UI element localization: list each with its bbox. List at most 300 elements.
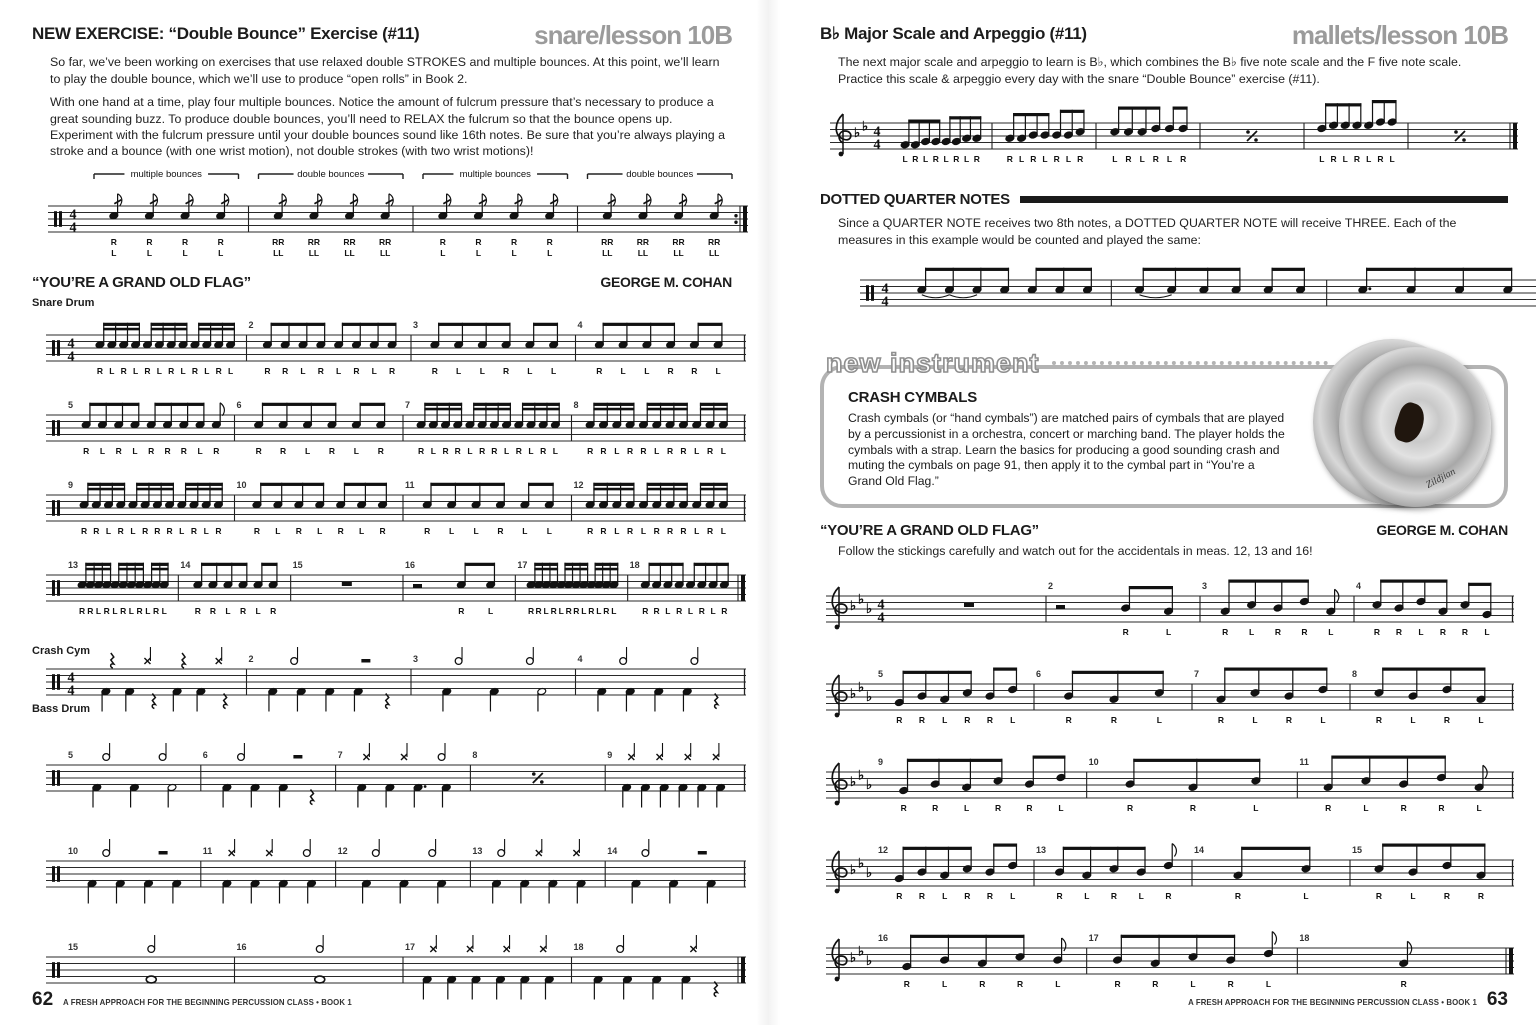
svg-text:R: R	[953, 154, 960, 165]
svg-text:R: R	[142, 525, 149, 536]
svg-text:♭: ♭	[866, 952, 873, 968]
composer: GEORGE M. COHAN	[1376, 522, 1508, 539]
svg-text:3: 3	[1202, 580, 1208, 591]
svg-text:♭: ♭	[858, 590, 865, 606]
svg-text:R: R	[270, 605, 277, 616]
svg-text:L: L	[1410, 890, 1416, 901]
svg-text:L: L	[336, 365, 342, 376]
page-number: 63	[1486, 989, 1508, 1010]
composer: GEORGE M. COHAN	[600, 273, 732, 290]
svg-text:R: R	[215, 525, 222, 536]
svg-text:L: L	[644, 365, 650, 376]
svg-text:R: R	[640, 445, 647, 456]
svg-text:R: R	[528, 605, 535, 616]
svg-text:♭: ♭	[858, 942, 865, 958]
svg-text:R: R	[676, 605, 683, 616]
svg-text:L: L	[1410, 714, 1416, 725]
svg-text:L: L	[430, 445, 436, 456]
svg-text:R: R	[1234, 890, 1242, 901]
svg-text:RR: RR	[379, 236, 392, 247]
svg-text:LL: LL	[602, 247, 613, 258]
svg-text:L: L	[694, 445, 700, 456]
svg-text:L: L	[1058, 802, 1064, 813]
svg-text:L: L	[146, 247, 153, 258]
svg-text:R: R	[680, 525, 687, 536]
svg-text:17: 17	[517, 559, 528, 570]
svg-text:RR: RR	[636, 236, 650, 247]
svg-text:L: L	[1320, 714, 1326, 725]
svg-text:15: 15	[1352, 844, 1363, 855]
svg-text:L: L	[620, 365, 626, 376]
svg-text:R: R	[1006, 154, 1013, 165]
svg-text:♭: ♭	[866, 776, 873, 792]
svg-text:L: L	[1253, 802, 1259, 813]
svg-text:L: L	[581, 605, 587, 616]
svg-text:4: 4	[67, 682, 75, 698]
svg-text:R: R	[136, 605, 143, 616]
svg-text:L: L	[1018, 154, 1025, 165]
svg-text:L: L	[1112, 154, 1118, 165]
svg-text:♭: ♭	[850, 685, 857, 701]
svg-text:6: 6	[202, 749, 208, 760]
svg-text:R: R	[120, 605, 127, 616]
svg-text:4: 4	[69, 219, 77, 235]
svg-text:R: R	[1330, 154, 1337, 165]
svg-text:14: 14	[180, 559, 191, 570]
svg-text:RR: RR	[307, 236, 321, 247]
svg-text:R: R	[1110, 890, 1118, 901]
svg-text:4: 4	[577, 319, 583, 330]
svg-text:17: 17	[405, 941, 416, 952]
svg-text:12: 12	[573, 479, 584, 490]
svg-text:R: R	[264, 365, 271, 376]
svg-text:L: L	[109, 365, 115, 376]
svg-text:8: 8	[472, 749, 478, 760]
svg-text:R: R	[497, 525, 504, 536]
svg-text:LL: LL	[673, 247, 684, 258]
svg-text:7: 7	[1194, 668, 1200, 679]
svg-text:L: L	[546, 525, 552, 536]
svg-text:R: R	[389, 365, 396, 376]
page-title: NEW EXERCISE: “Double Bounce” Exercise (#11)	[32, 24, 420, 43]
svg-text:L: L	[1248, 626, 1255, 637]
new-instrument-box	[820, 365, 1508, 508]
svg-text:L: L	[1303, 890, 1309, 901]
svg-text:♭: ♭	[850, 773, 857, 789]
svg-text:R: R	[479, 445, 486, 456]
page-title: B♭ Major Scale and Arpeggio (#11)	[820, 24, 1087, 43]
svg-text:R: R	[1122, 626, 1129, 637]
svg-text:L: L	[1156, 714, 1162, 725]
svg-text:R: R	[1053, 154, 1060, 165]
svg-text:R: R	[1065, 714, 1072, 725]
mallet-system-4	[826, 830, 1514, 918]
svg-text:4: 4	[881, 294, 889, 310]
svg-text:L: L	[596, 605, 602, 616]
svg-text:LL: LL	[637, 247, 649, 258]
svg-text:R: R	[1152, 154, 1159, 165]
book-title: A FRESH APPROACH FOR THE BEGINNING PERCUSSION CLASS • BOOK 1	[63, 997, 352, 1007]
svg-text:L: L	[225, 605, 231, 616]
svg-text:R: R	[1189, 802, 1197, 813]
footer-left	[32, 989, 377, 1011]
svg-text:R: R	[164, 445, 171, 456]
svg-text:7: 7	[337, 749, 343, 760]
svg-text:R: R	[190, 525, 198, 536]
svg-text:R: R	[1127, 802, 1134, 813]
svg-text:L: L	[371, 365, 377, 376]
svg-text:2: 2	[248, 653, 254, 664]
svg-text:R: R	[1016, 978, 1024, 989]
paragraph: Since a QUARTER NOTE receives two 8th notes, a DOTTED QUARTER NOTE will receive THREE. Each of the measures in this example would be counted and played the same:	[838, 216, 1457, 247]
footer-right	[1163, 989, 1508, 1011]
svg-text:R: R	[912, 154, 919, 165]
snare-system-3	[46, 469, 746, 549]
exercise-11-staff	[48, 166, 748, 270]
svg-text:L: L	[942, 714, 948, 725]
svg-text:L: L	[720, 445, 726, 456]
svg-text:R: R	[918, 890, 926, 901]
svg-text:R: R	[540, 445, 547, 456]
svg-text:R: R	[1285, 714, 1293, 725]
svg-text:R: R	[698, 605, 705, 616]
svg-text:R: R	[1165, 890, 1172, 901]
svg-text:R: R	[1301, 626, 1308, 637]
svg-text:16: 16	[405, 559, 416, 570]
svg-text:7: 7	[405, 399, 411, 410]
svg-text:R: R	[706, 445, 714, 456]
new-instrument-title: new instrument	[826, 347, 1040, 378]
svg-text:R: R	[213, 445, 220, 456]
paragraph: With one hand at a time, play four multiple bounces. Notice the amount of fulcrum pressure that’s necessary to produce a great sounding buzz. To produce double bounces, you’ll need to RELAX the fulcrum so that the bounce opens up. Experiment with the fulcrum pressure until your double bounces sound like 16th notes. Be sure that you’re always playing a stroke and a bounce (with one wrist motion), not double strokes (with two wrist motions)!	[50, 95, 725, 159]
snare-system-2	[46, 389, 746, 469]
svg-text:L: L	[1478, 714, 1484, 725]
svg-text:L: L	[503, 445, 510, 456]
svg-text:R: R	[152, 605, 160, 616]
svg-text:L: L	[275, 525, 281, 536]
svg-text:R: R	[120, 365, 127, 376]
svg-text:R: R	[1400, 978, 1407, 989]
svg-text:11: 11	[202, 845, 213, 856]
svg-text:R: R	[1180, 154, 1187, 165]
section-rule	[1020, 196, 1508, 203]
svg-text:8: 8	[573, 399, 579, 410]
svg-text:L: L	[1389, 154, 1395, 165]
svg-text:R: R	[1056, 890, 1063, 901]
svg-text:L: L	[552, 445, 558, 456]
svg-text:R: R	[666, 525, 674, 536]
svg-text:L: L	[317, 525, 323, 536]
svg-text:♭: ♭	[850, 949, 857, 965]
svg-text:R: R	[1026, 802, 1033, 813]
svg-text:5: 5	[68, 749, 74, 760]
svg-text:17: 17	[1088, 932, 1099, 943]
lesson-badge: mallets/lesson 10B	[1291, 20, 1508, 50]
svg-text:12: 12	[878, 844, 889, 855]
svg-text:L: L	[145, 605, 151, 616]
svg-text:R: R	[317, 365, 324, 376]
svg-text:R: R	[215, 365, 222, 376]
mallet-system-3	[826, 742, 1514, 830]
svg-text:RR: RR	[343, 236, 356, 247]
svg-text:R: R	[627, 445, 634, 456]
cymbal-brand-logo: Zildjian	[1424, 466, 1458, 491]
svg-text:R: R	[87, 605, 94, 616]
svg-text:RR: RR	[601, 236, 614, 247]
svg-text:9: 9	[607, 749, 613, 760]
svg-text:L: L	[105, 525, 112, 536]
svg-text:12: 12	[337, 845, 348, 856]
svg-text:R: R	[515, 445, 522, 456]
page-number: 62	[32, 989, 54, 1010]
svg-text:double bounces: double bounces	[297, 168, 365, 180]
svg-text:L: L	[1084, 890, 1090, 901]
svg-text:18: 18	[573, 941, 584, 952]
svg-text:R: R	[255, 445, 262, 456]
svg-text:R: R	[986, 890, 994, 901]
svg-text:2: 2	[248, 319, 254, 330]
svg-text:L: L	[304, 445, 311, 456]
svg-text:18: 18	[629, 559, 640, 570]
svg-text:4: 4	[67, 335, 75, 351]
svg-text:R: R	[1227, 978, 1234, 989]
svg-text:L: L	[665, 605, 671, 616]
svg-text:L: L	[715, 365, 721, 376]
svg-text:R: R	[573, 605, 580, 616]
svg-text:R: R	[653, 525, 660, 536]
svg-text:R: R	[1395, 626, 1403, 637]
svg-text:R: R	[93, 525, 100, 536]
svg-text:R: R	[1377, 154, 1384, 165]
svg-text:14: 14	[607, 845, 618, 856]
svg-text:♭: ♭	[850, 597, 857, 613]
svg-text:L: L	[1418, 626, 1424, 637]
svg-text:10: 10	[236, 479, 247, 490]
svg-text:♭: ♭	[858, 766, 865, 782]
svg-text:L: L	[1065, 154, 1072, 165]
lesson-badge: snare/lesson 10B	[534, 20, 732, 50]
svg-text:R: R	[117, 525, 124, 536]
svg-text:R: R	[1400, 802, 1407, 813]
svg-text:R: R	[986, 714, 994, 725]
svg-text:R: R	[587, 525, 594, 536]
svg-text:♭: ♭	[858, 854, 865, 870]
dotted-quarter-example-staff	[860, 254, 1536, 334]
svg-text:R: R	[83, 445, 90, 456]
svg-text:L: L	[1319, 154, 1325, 165]
svg-text:5: 5	[68, 399, 74, 410]
svg-text:R: R	[510, 236, 518, 247]
svg-text:18: 18	[1299, 932, 1310, 943]
svg-text:R: R	[1217, 714, 1225, 725]
svg-text:L: L	[255, 605, 261, 616]
svg-text:R: R	[328, 445, 336, 456]
svg-text:L: L	[522, 525, 528, 536]
scale-staff	[830, 93, 1518, 181]
svg-text:L: L	[1363, 802, 1369, 813]
svg-text:3: 3	[413, 653, 419, 664]
svg-text:R: R	[168, 365, 175, 376]
crash-bass-system-3	[46, 829, 746, 925]
svg-text:R: R	[217, 236, 224, 247]
svg-text:L: L	[720, 525, 726, 536]
svg-text:R: R	[546, 236, 553, 247]
svg-text:R: R	[295, 525, 302, 536]
svg-text:R: R	[1373, 626, 1381, 637]
svg-text:13: 13	[472, 845, 483, 856]
svg-text:L: L	[128, 605, 134, 616]
svg-text:L: L	[473, 525, 479, 536]
svg-text:R: R	[491, 445, 498, 456]
svg-text:R: R	[280, 445, 287, 456]
svg-text:4: 4	[877, 596, 885, 612]
svg-text:R: R	[1274, 626, 1282, 637]
svg-text:L: L	[353, 445, 359, 456]
svg-text:R: R	[667, 365, 674, 376]
svg-text:R: R	[721, 605, 728, 616]
paragraph: The next major scale and arpeggio to learn is B♭, which combines the B♭ five note scale and the F five note scale. Practice this scale & arpeggio every day with the snare “Double Bounce” exercise (#11).	[838, 55, 1462, 86]
svg-text:R: R	[181, 236, 189, 247]
svg-text:multiple bounces: multiple bounces	[130, 168, 202, 180]
svg-text:4: 4	[881, 281, 889, 297]
svg-text:L: L	[558, 605, 564, 616]
svg-text:♭: ♭	[866, 864, 873, 880]
svg-text:R: R	[1110, 714, 1118, 725]
svg-text:♭: ♭	[866, 688, 873, 704]
svg-text:14: 14	[1194, 844, 1205, 855]
svg-text:L: L	[449, 525, 455, 536]
svg-text:L: L	[440, 247, 446, 258]
svg-text:10: 10	[68, 845, 79, 856]
svg-text:R: R	[110, 236, 117, 247]
svg-text:L: L	[156, 365, 162, 376]
svg-text:R: R	[431, 365, 438, 376]
svg-text:L: L	[527, 365, 533, 376]
svg-text:LL: LL	[308, 247, 320, 258]
svg-text:L: L	[611, 605, 617, 616]
svg-text:11: 11	[1299, 756, 1309, 767]
svg-text:L: L	[204, 365, 210, 376]
snare-system-1	[46, 309, 746, 389]
svg-text:15: 15	[292, 559, 303, 570]
svg-text:L: L	[654, 445, 660, 456]
svg-text:2: 2	[1048, 580, 1054, 591]
svg-text:R: R	[642, 605, 649, 616]
snare-system-4	[46, 549, 746, 629]
svg-text:R: R	[1325, 802, 1332, 813]
song-title: “YOU’RE A GRAND OLD FLAG”	[820, 522, 1039, 540]
svg-text:L: L	[551, 365, 557, 376]
svg-text:R: R	[442, 445, 449, 456]
svg-text:R: R	[627, 525, 634, 536]
svg-text:♭: ♭	[854, 124, 861, 140]
svg-text:16: 16	[236, 941, 247, 952]
decorative-line	[1052, 361, 1328, 365]
svg-text:LL: LL	[344, 247, 355, 258]
svg-text:4: 4	[873, 137, 881, 153]
svg-text:L: L	[99, 445, 106, 456]
page-63	[768, 0, 1536, 1025]
svg-text:R: R	[550, 605, 557, 616]
svg-text:R: R	[282, 365, 289, 376]
part-label-bass: Bass Drum	[32, 702, 91, 715]
svg-text:R: R	[896, 890, 903, 901]
svg-text:multiple bounces: multiple bounces	[459, 168, 531, 180]
part-label-snare: Snare Drum	[32, 296, 95, 309]
svg-text:R: R	[691, 365, 698, 376]
svg-text:L: L	[1476, 802, 1482, 813]
svg-text:L: L	[130, 525, 136, 536]
svg-text:L: L	[964, 802, 970, 813]
svg-text:R: R	[1477, 890, 1485, 901]
svg-text:R: R	[1443, 714, 1451, 725]
svg-text:R: R	[1375, 714, 1383, 725]
svg-text:L: L	[1139, 154, 1145, 165]
svg-text:L: L	[359, 525, 365, 536]
svg-text:R: R	[964, 714, 971, 725]
svg-text:L: L	[543, 605, 549, 616]
svg-text:9: 9	[878, 756, 884, 767]
svg-text:R: R	[424, 525, 431, 536]
svg-text:L: L	[1166, 154, 1173, 165]
svg-text:L: L	[1055, 978, 1061, 989]
svg-text:L: L	[1484, 626, 1490, 637]
svg-text:L: L	[1165, 626, 1172, 637]
svg-text:R: R	[588, 605, 595, 616]
svg-text:R: R	[454, 445, 461, 456]
svg-text:L: L	[488, 605, 494, 616]
svg-text:4: 4	[67, 669, 75, 685]
svg-text:6: 6	[1036, 668, 1042, 679]
svg-text:L: L	[1265, 978, 1272, 989]
svg-text:L: L	[943, 154, 949, 165]
svg-text:6: 6	[236, 399, 242, 410]
svg-text:R: R	[932, 802, 939, 813]
svg-text:9: 9	[68, 479, 74, 490]
svg-text:L: L	[467, 445, 473, 456]
svg-text:L: L	[112, 605, 118, 616]
svg-text:L: L	[942, 890, 948, 901]
crash-cymbals-paragraph: Crash cymbals (or “hand cymbals”) are matched pairs of cymbals that are played by a percussionist in a orchestra, concert or marching band. The player holds the cymbals with a strap. Learn the basics for producing a good sounding crash and muting the cymbals on page 91, then apply it to the cymbal part in “You’re a Grand Old Flag.”	[848, 410, 1285, 489]
svg-text:R: R	[180, 445, 187, 456]
svg-text:R: R	[79, 605, 86, 616]
mallet-system-1	[826, 566, 1514, 654]
svg-text:R: R	[1461, 626, 1469, 637]
svg-text:16: 16	[878, 932, 889, 943]
crash-bass-system-1	[46, 637, 746, 733]
svg-text:4: 4	[877, 609, 885, 625]
svg-text:LL: LL	[273, 247, 284, 258]
svg-text:8: 8	[1352, 668, 1358, 679]
svg-text:R: R	[81, 525, 88, 536]
svg-text:R: R	[166, 525, 173, 536]
svg-text:R: R	[1077, 154, 1084, 165]
svg-text:L: L	[132, 365, 139, 376]
svg-text:double bounces: double bounces	[626, 168, 694, 180]
svg-text:L: L	[528, 445, 534, 456]
crash-cymbals-title: CRASH CYMBALS	[848, 388, 978, 406]
svg-text:L: L	[182, 247, 188, 258]
svg-text:L: L	[710, 605, 716, 616]
svg-text:R: R	[1030, 154, 1037, 165]
svg-text:R: R	[565, 605, 572, 616]
svg-text:4: 4	[69, 206, 77, 222]
svg-text:R: R	[144, 365, 151, 376]
svg-text:R: R	[973, 154, 980, 165]
svg-text:R: R	[653, 605, 660, 616]
svg-text:L: L	[941, 978, 948, 989]
svg-text:4: 4	[873, 124, 881, 140]
